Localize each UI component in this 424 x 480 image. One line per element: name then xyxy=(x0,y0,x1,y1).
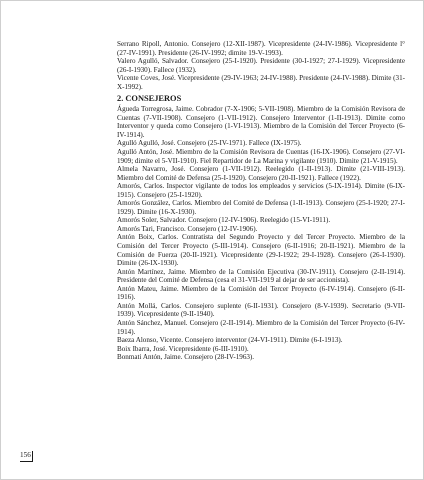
entry-anton-martinez: Antón Martínez, Jaime. Miembro de la Comisión Ejecutiva (30-IV-1911). Consejero (2-II-1914). Presidente del Comité de Defensa (cesa el 31-VII-1919 al dejar de ser accionista). xyxy=(117,267,405,285)
entry-almela-navarro: Almela Navarro, José. Consejero (1-VII-1912). Reelegido (1-II-1913). Dimite (21-VIII-1913). Miembro del Comité de Defensa (25-I-1920). Consejero (20-II-1921). Fallece (1922). xyxy=(117,165,405,182)
entry-agullo-anton: Agulló Antón, José. Miembro de la Comisión Revisora de Cuentas (16-IX-1906). Consejero (27-VI-1909; dimite el 5-VII-1910). Fiel Repartidor de La Marina y vigilante (1910). Dimite (21-V-1915). xyxy=(117,148,405,165)
entry-boix-ibarra: Boix Ibarra, José. Vicepresidente (6-III-1910). xyxy=(117,344,249,353)
section-heading-consejeros: 2. CONSEJEROS xyxy=(117,94,182,104)
entry-amoros-gonzalez: Amorós González, Carlos. Miembro del Comité de Defensa (1-II-1913). Consejero (25-I-1920; 27-I-1929). Dimite (16-X-1930). xyxy=(117,199,405,216)
entry-serrano-ripoll: Serrano Ripoll, Antonio. Consejero (12-XII-1987). Vicepresidente (24-IV-1986). Vicepresidente l° (27-IV-1991). Presidente (26-IV-1992; dimite 19-V-1993). xyxy=(117,40,405,57)
page-content xyxy=(117,40,405,362)
entry-vicente-coves: Vicente Coves, José. Vicepresidente (29-IV-1963; 24-IV-1988). Presidente (24-IV-1988). Dimite (31-X-1992). xyxy=(117,74,405,91)
entry-anton-boix: Antón Boix, Carlos. Contratista del Segundo Proyecto y del Tercer Proyecto. Miembro de la Comisión del Tercer Proyecto (5-III-1914). Consejero (6-II-1916; 20-II-1921). Miembro de la Comisión de Fuerza (20-II-1921). Vicepresidente (29-I-1922; 29-I-1928). Consejero (26-I-1930). Dimite (26-IX-1930). xyxy=(117,233,405,268)
entry-valero-agullo: Valero Agulló, Salvador. Consejero (25-I-1920). Presidente (30-I-1927; 27-I-1929). Vicepresidente (26-I-1930). Fallece (1932). xyxy=(117,57,405,74)
entry-bonmati-anton: Bonmati Antón, Jaime. Consejero (28-IV-1963). xyxy=(117,353,255,362)
entry-anton-sanchez: Antón Sánchez, Manuel. Consejero (2-II-1914). Miembro de la Comisión del Tercer Proyecto (6-IV-1914). xyxy=(117,318,405,336)
entry-amoros-tari: Amorós Tari, Francisco. Consejero (12-IV-1906). xyxy=(117,224,258,233)
entry-agueda-torregrosa: Águeda Torregrosa, Jaime. Cobrador (7-X-1906; 5-VII-1908). Miembro de la Comisión Revisora de Cuentas (7-VII-1908). Consejero (1-VII-1912). Consejero Interventor (1-II-1913). Dimite como Interventor y queda como Consejero (1-VI-1913). Miembro de la Comisión del Tercer Proyecto (6-IV-1914). xyxy=(117,105,405,139)
entry-amoros-soler: Amorós Soler, Salvador. Consejero (12-IV-1906). Reelegido (15-VI-1911). xyxy=(117,216,331,225)
entry-anton-molla: Antón Mollá, Carlos. Consejero suplente (6-II-1931). Consejero (8-V-1939). Secretario (9-VII-1939). Vicepresidente (9-II-1940). xyxy=(117,301,405,319)
entry-anton-mateu: Antón Mateu, Jaime. Miembro de la Comisión del Tercer Proyecto (6-IV-1914). Consejero (6-II-1916). xyxy=(117,284,405,302)
page-number: 156 xyxy=(20,451,33,462)
entry-amoros-carlos: Amorós, Carlos. Inspector vigilante de todos los empleados y servicios (5-IX-1914). Dimite (6-IX-1915). Consejero (25-I-1920). xyxy=(117,182,405,199)
entry-baeza-alonso: Baeza Alonso, Vicente. Consejero interventor (24-VI-1911). Dimite (6-I-1913). xyxy=(117,336,343,345)
entry-agullo-agullo: Agulló Agulló, José. Consejero (25-IV-1971). Fallece (IX-1975). xyxy=(117,139,302,148)
